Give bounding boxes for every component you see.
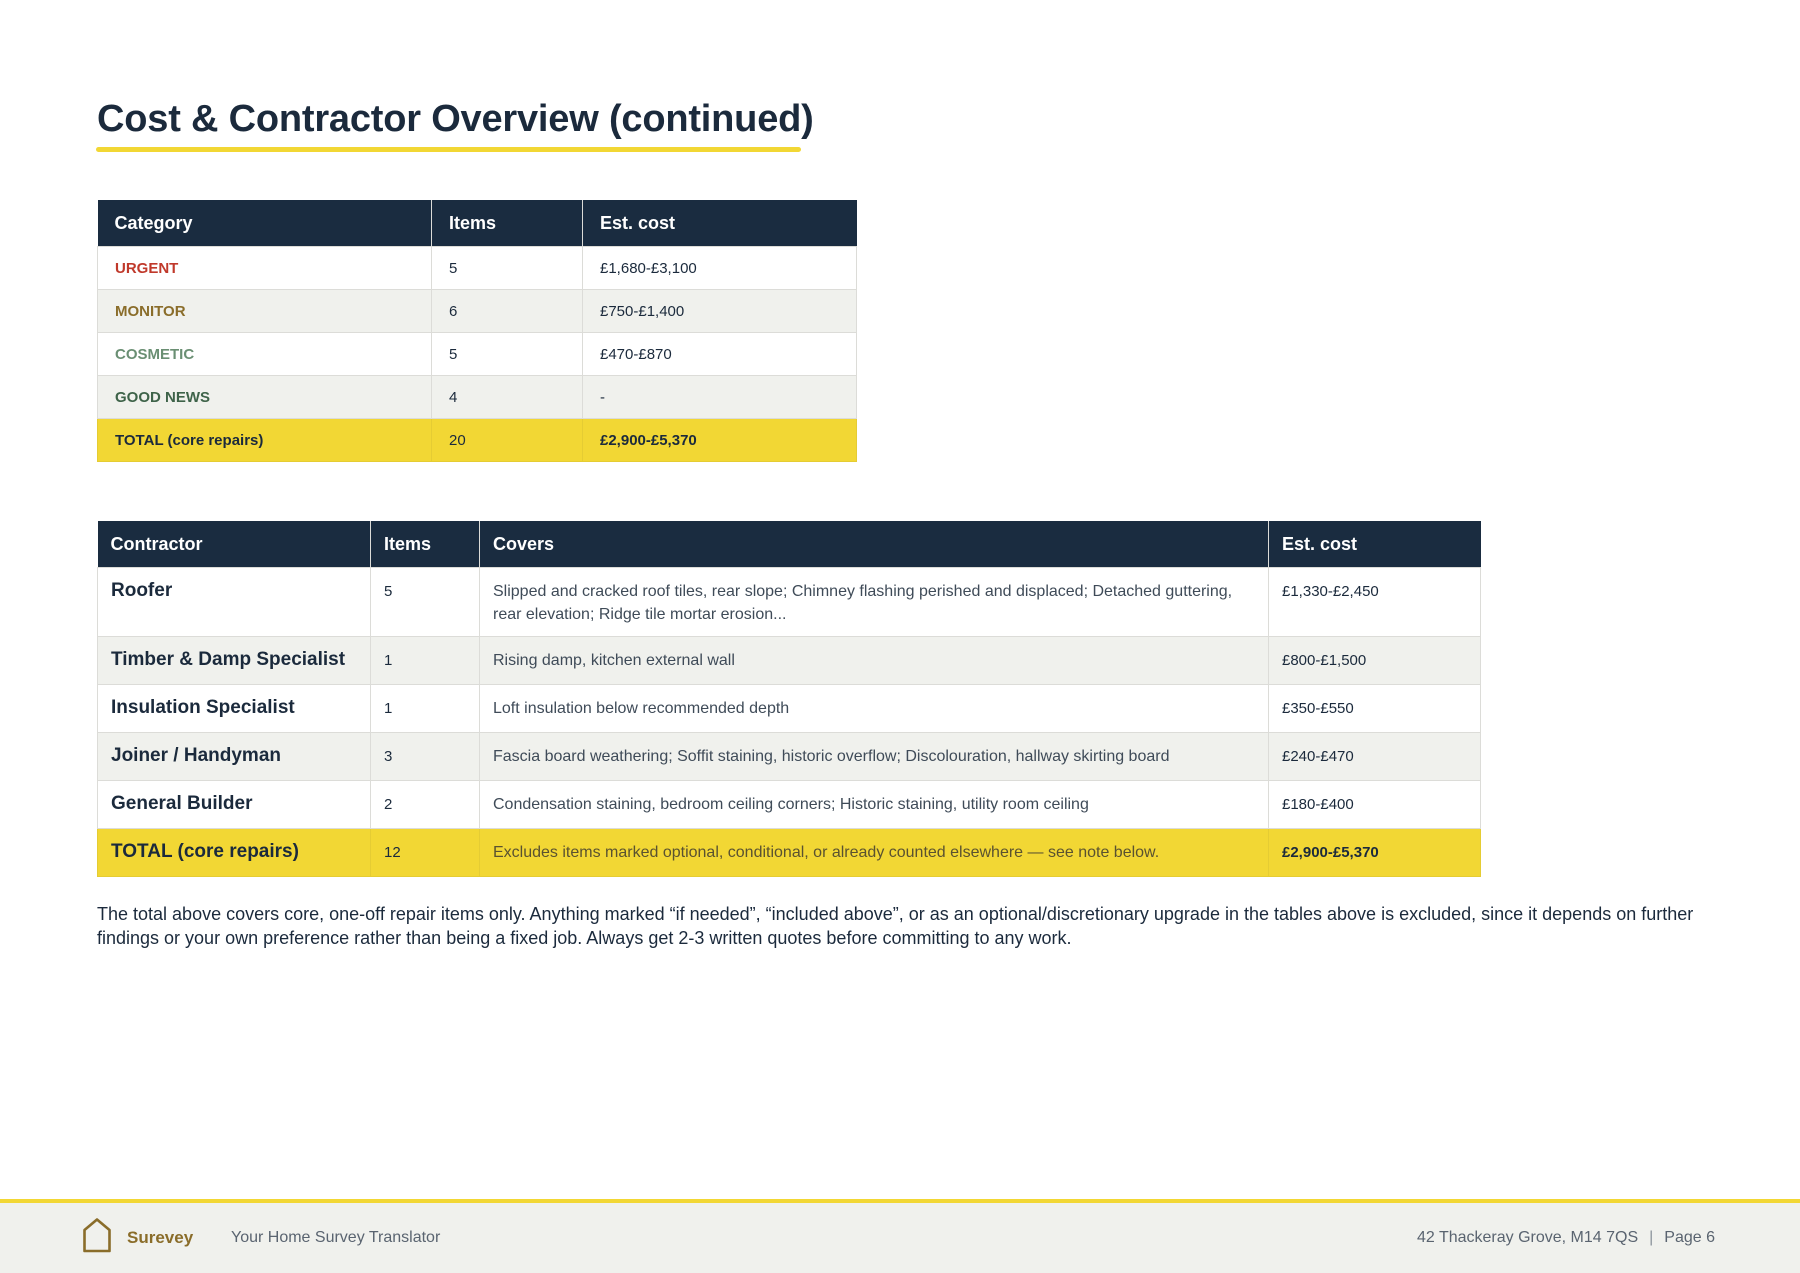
covers-description: Loft insulation below recommended depth <box>480 685 1269 733</box>
page-title: Cost & Contractor Overview (continued) <box>97 98 814 140</box>
property-address: 42 Thackeray Grove, M14 7QS <box>1416 1229 1639 1246</box>
column-header-items: Items <box>432 200 583 247</box>
table-row <box>98 247 857 290</box>
item-count: 5 <box>432 247 583 290</box>
item-count: 5 <box>371 568 480 637</box>
column-header-items: Items <box>371 521 480 568</box>
column-header-est-cost: Est. cost <box>1269 521 1481 568</box>
page-number: Page 6 <box>1664 1229 1715 1246</box>
total-est-cost: £2,900-£5,370 <box>1269 829 1481 877</box>
est-cost: £180-£400 <box>1269 781 1481 829</box>
footnote-text: The total above covers core, one-off repair items only. Anything marked “if needed”, “included above”, or as an optional/discretionary upgrade in the tables above is excluded, since it depends on further findings or your own preference rather than being a fixed job. Always get 2-3 written quotes before committing to any work. <box>97 904 1694 948</box>
est-cost: £470-£870 <box>583 333 857 376</box>
total-covers-note: Excludes items marked optional, conditional, or already counted elsewhere — see note below. <box>480 829 1269 877</box>
house-icon <box>82 1217 112 1253</box>
table-row <box>98 333 857 376</box>
page-footer <box>0 1199 1800 1273</box>
table-row <box>98 290 857 333</box>
est-cost: £240-£470 <box>1269 733 1481 781</box>
est-cost: £800-£1,500 <box>1269 637 1481 685</box>
column-header-contractor: Contractor <box>98 521 371 568</box>
column-header-est-cost: Est. cost <box>583 200 857 247</box>
table-row <box>98 376 857 419</box>
category-cosmetic: COSMETIC <box>98 333 432 376</box>
table-header-row <box>98 521 1481 568</box>
est-cost: - <box>583 376 857 419</box>
contractor-name: Joiner / Handyman <box>98 733 371 781</box>
category-monitor: MONITOR <box>98 290 432 333</box>
table-row <box>98 637 1481 685</box>
table-header-row <box>98 200 857 247</box>
total-label: TOTAL (core repairs) <box>98 419 432 462</box>
est-cost: £1,330-£2,450 <box>1269 568 1481 637</box>
contractor-name: Timber & Damp Specialist <box>98 637 371 685</box>
total-row <box>98 419 857 462</box>
contractor-name: General Builder <box>98 781 371 829</box>
item-count: 5 <box>432 333 583 376</box>
covers-description: Slipped and cracked roof tiles, rear slope; Chimney flashing perished and displaced; Detached guttering, rear elevation; Ridge tile mortar erosion... <box>480 568 1269 637</box>
total-label: TOTAL (core repairs) <box>98 829 371 877</box>
category-cost-table <box>97 200 857 462</box>
total-est-cost: £2,900-£5,370 <box>583 419 857 462</box>
footer-meta <box>1417 1229 1715 1247</box>
table-row <box>98 685 1481 733</box>
category-good-news: GOOD NEWS <box>98 376 432 419</box>
item-count: 3 <box>371 733 480 781</box>
column-header-category: Category <box>98 200 432 247</box>
est-cost: £750-£1,400 <box>583 290 857 333</box>
est-cost: £1,680-£3,100 <box>583 247 857 290</box>
contractor-cost-table <box>97 521 1481 877</box>
total-item-count: 20 <box>432 419 583 462</box>
total-row <box>98 829 1481 877</box>
contractor-name: Roofer <box>98 568 371 637</box>
table-row <box>98 781 1481 829</box>
column-header-covers: Covers <box>480 521 1269 568</box>
contractor-name: Insulation Specialist <box>98 685 371 733</box>
covers-description: Condensation staining, bedroom ceiling corners; Historic staining, utility room ceiling <box>480 781 1269 829</box>
title-underline <box>96 147 801 152</box>
item-count: 1 <box>371 637 480 685</box>
footer-separator: | <box>1649 1229 1654 1246</box>
item-count: 6 <box>432 290 583 333</box>
category-urgent: URGENT <box>98 247 432 290</box>
covers-description: Fascia board weathering; Soffit staining, historic overflow; Discolouration, hallway skirting board <box>480 733 1269 781</box>
item-count: 4 <box>432 376 583 419</box>
est-cost: £350-£550 <box>1269 685 1481 733</box>
item-count: 2 <box>371 781 480 829</box>
brand-name: Surevey <box>127 1228 194 1247</box>
covers-description: Rising damp, kitchen external wall <box>480 637 1269 685</box>
brand-tagline: Your Home Survey Translator <box>231 1229 441 1246</box>
item-count: 1 <box>371 685 480 733</box>
table-row <box>98 733 1481 781</box>
total-item-count: 12 <box>371 829 480 877</box>
table-row <box>98 568 1481 637</box>
